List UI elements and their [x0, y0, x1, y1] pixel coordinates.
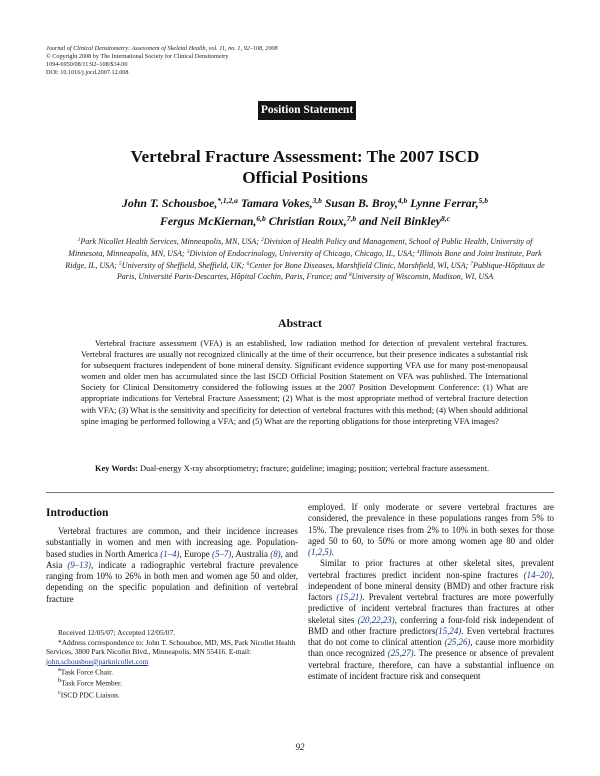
author-name: John T. Schousboe,: [122, 196, 218, 210]
affiliation-text: Division of Health Policy and Management, School of Public Health, University of Minnesota, Minneapolis, MN, USA;: [68, 237, 533, 258]
body-text: , and Asia: [46, 548, 298, 570]
footnote-marker: a: [58, 667, 61, 674]
article-title-line: Vertebral Fracture Assessment: The 2007 ISCD: [130, 147, 480, 166]
correspondence-text: Address correspondence to: John T. Schousboe, MD, MS, Park Nicollet Health Services, 3800 Park Nicollet Blvd., Minneapolis, MN 55416. E-mail:: [46, 637, 296, 657]
affiliation-text: Park Nicollet Health Services, Minneapolis, MN, USA;: [80, 237, 262, 246]
body-text: .: [331, 547, 334, 557]
citation-link[interactable]: (15,24): [435, 625, 462, 636]
affiliation-marker: 5: [119, 260, 122, 267]
section-divider: [46, 492, 554, 493]
affiliation-marker: 8: [348, 272, 352, 279]
body-text: Vertebral fractures are common, and their incidence increases substantially in women and men with increasing age. Population-based studies in North America: [46, 526, 298, 559]
author-name: Tamara Vokes,: [240, 196, 313, 210]
citation-link[interactable]: (8): [270, 548, 281, 559]
citation-link[interactable]: (1–4): [160, 548, 180, 559]
author-affiliation-marker: 3,b: [312, 196, 322, 205]
journal-citation-line: Journal of Clinical Densitometry: Assessment of Skeletal Health, vol. 11, no. 1, 92–108, 2008: [46, 45, 278, 52]
body-column-right: [308, 502, 554, 682]
keywords-label: Key Words:: [95, 464, 138, 473]
body-text: , independent of bone mineral density (BMD) and other fracture risk factors: [308, 569, 554, 602]
author-name: Christian Roux,: [268, 214, 347, 228]
footnote-text: Task Force Member.: [61, 678, 122, 688]
affiliation-marker: 3: [186, 248, 190, 255]
footnotes: [46, 628, 298, 700]
affiliation-text: University of Wisconsin, Madison, WI, USA: [351, 272, 494, 282]
email-link[interactable]: john.schousboe@parknicollet.com: [46, 656, 149, 666]
paragraph: [308, 502, 554, 558]
body-text: . Prevalent vertebral fractures are more powerfully predictive of incident vertebral fractures than fractures at other skeletal sites: [308, 592, 554, 625]
citation-link[interactable]: (25,27): [387, 648, 414, 659]
author-affiliation-marker: 6,b: [256, 214, 266, 223]
journal-citation-header: [46, 45, 376, 77]
article-title-line: Official Positions: [242, 168, 368, 187]
author-list: [55, 194, 555, 230]
citation-link[interactable]: (9–13): [67, 559, 91, 570]
affiliations: [65, 236, 545, 283]
footnote-text: Task Force Chair.: [60, 667, 113, 677]
body-text: Similar to prior fractures at other skeletal sites, prevalent vertebral fractures predict incident non-spine fractures: [308, 558, 554, 580]
citation-link[interactable]: (15,21): [336, 592, 363, 602]
body-text: , Australia: [231, 548, 271, 559]
body-text: , Europe: [179, 548, 213, 559]
abstract-body: Vertebral fracture assessment (VFA) is an established, low radiation method for detection of prevalent vertebral fractures. Vertebral fractures are usually not recognized clinically at the time of their occurrence, but their presence indicates a substantial risk for subsequent fractures independent of bone mineral density. Significant evidence supporting VFA use for many post-menopausal women and older men has accumulated since the last ISCD Official Position Statement on VFA was published. The International Society for Clinical Densitometry considered the following issues at the 2007 Position Development Conference: (1) What are appropriate indications for Vertebral Fracture Assessment; (2) What is the most appropriate method of vertebral fracture detection with VFA; (3) What is the sensitivity and specificity for detection of vertebral fractures with this method; (4) When should additional spine imaging be performed following a VFA; and (5) What are the reporting obligations for those interpreting VFA images?: [81, 339, 528, 426]
author-name: Fergus McKiernan,: [160, 214, 257, 228]
footnote: [46, 689, 298, 700]
citation-link[interactable]: (5–7): [212, 548, 232, 559]
affiliation-text: Publique-Hôpitaux de Paris, Université Paris-Descartes, Hôpital Cochin, Paris, France; and: [116, 260, 545, 282]
issn-line: 1094-6950/08/11:92–108/$34.00: [46, 61, 128, 69]
author-name: and Neil Binkley: [359, 214, 441, 228]
body-text: . The presence or absence of prevalent vertebral fracture, therefore, can have a substantial influence on estimate of incident fracture risk and consequent: [308, 648, 554, 681]
correspondence-note: [46, 638, 298, 667]
body-text: employed. If only moderate or severe vertebral fractures are considered, the prevalence in these populations ranges from 5% to 15%. The prevalence rises from 2% to 10% in both sexes for those aged 50 to 60, to 50% or more among women age 80 and older: [308, 502, 554, 546]
citation-link[interactable]: (1,2,5): [308, 547, 332, 557]
introduction-heading: Introduction: [46, 507, 109, 519]
keywords: [81, 463, 528, 474]
citation-link[interactable]: (14–20): [523, 569, 552, 580]
author-name: Susan B. Broy,: [324, 196, 398, 210]
affiliation-marker: 7: [470, 260, 474, 267]
body-text: , cause more morbidity than once recognized: [308, 637, 554, 659]
copyright-line: © Copyright 2008 by The International Society for Clinical Densitometry: [46, 53, 229, 61]
footnote-marker: c: [58, 689, 61, 696]
affiliation-text: Illinois Bone and Joint Institute, Park Ridge, IL, USA;: [65, 248, 542, 270]
body-text: . Even vertebral fractures that do not come to clinical attention: [308, 625, 555, 647]
paragraph: [308, 558, 554, 682]
affiliation-text: University of Sheffield, Sheffield, UK;: [121, 260, 247, 270]
affiliation-text: Center for Bone Diseases, Marshfield Clinic, Marshfield, WI, USA;: [249, 260, 471, 270]
footnote-text: ISCD PDC Liaison.: [60, 689, 120, 699]
affiliation-marker: 6: [246, 260, 250, 267]
affiliation-marker: 1: [77, 237, 81, 243]
affiliation-text: Division of Endocrinology, University of Chicago, Chicago, IL, USA;: [189, 248, 417, 258]
citation-link[interactable]: (20,22,23): [357, 614, 395, 625]
citation-link[interactable]: (25,26): [444, 637, 471, 647]
footnote: [46, 677, 298, 688]
body-column-left: [46, 526, 298, 605]
doi-line: DOI: 10.1016/j.jocd.2007.12.008: [46, 69, 129, 77]
author-affiliation-marker: 7,b: [346, 214, 357, 223]
body-text: , conferring a four-fold risk independent of BMD and other fracture predictors: [308, 614, 554, 636]
affiliation-marker: 2: [261, 237, 264, 243]
author-affiliation-marker: 8,c: [441, 214, 450, 223]
article-title: [60, 146, 550, 188]
section-label: Position Statement: [258, 101, 356, 120]
affiliation-marker: 4: [416, 248, 420, 255]
author-affiliation-marker: 4,b: [397, 196, 408, 205]
footnote-marker: *: [58, 637, 62, 647]
footnote-marker: b: [58, 678, 62, 685]
footnote: [46, 666, 298, 677]
author-name: Lynne Ferrar,: [410, 196, 479, 210]
keywords-text: Dual-energy X-ray absorptiometry; fracture; guideline; imaging; position; vertebral fracture assessment.: [137, 464, 490, 473]
body-text: , indicate a radiographic vertebral fracture prevalence ranging from 10% to 26% in both men and women age 50 and older, depending on the specific population and definition of vertebral fracture: [46, 559, 298, 604]
author-affiliation-marker: 5,b: [478, 196, 488, 205]
received-date: Received 12/05/07; Accepted 12/05/07.: [58, 628, 175, 637]
page-number: 92: [295, 742, 305, 752]
abstract-heading: Abstract: [278, 316, 322, 330]
author-affiliation-marker: *,1,2,a: [217, 196, 238, 205]
